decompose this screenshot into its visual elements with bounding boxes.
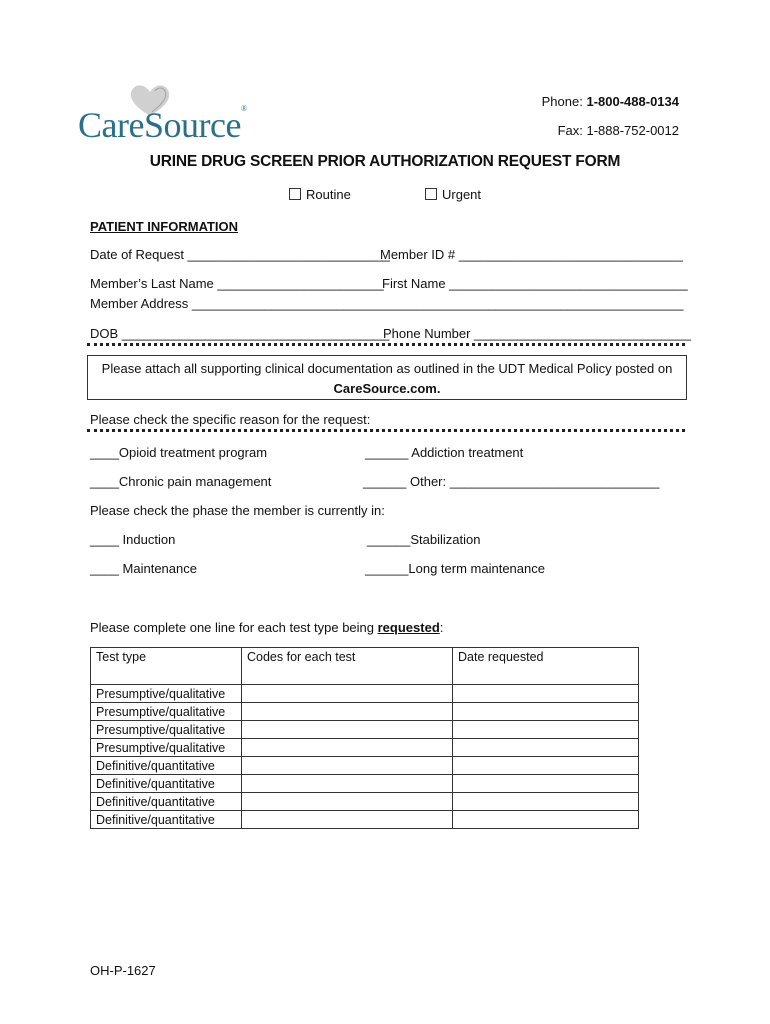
urgent-label: Urgent bbox=[442, 187, 482, 202]
logo-text: CareSource bbox=[78, 105, 241, 145]
maintenance-option[interactable]: ____ Maintenance bbox=[90, 561, 197, 576]
opioid-treatment-option[interactable]: ____Opioid treatment program bbox=[90, 445, 268, 460]
date-cell[interactable] bbox=[453, 739, 639, 757]
date-cell[interactable] bbox=[453, 811, 639, 829]
first-name-field[interactable]: First Name _________________________________ bbox=[382, 276, 688, 291]
reason-prompt: Please check the specific reason for the request: bbox=[90, 412, 371, 427]
table-row bbox=[91, 757, 639, 775]
dob-field[interactable]: DOB _____________________________________ bbox=[90, 326, 390, 341]
addiction-treatment-option[interactable]: ______ Addiction treatment bbox=[365, 445, 524, 460]
test-type-cell: Presumptive/qualitative bbox=[91, 685, 242, 703]
codes-cell[interactable] bbox=[242, 685, 453, 703]
member-id-field[interactable]: Member ID # _______________________________ bbox=[380, 247, 683, 262]
tests-prompt-text: Please complete one line for each test type being bbox=[90, 620, 378, 635]
other-reason-option[interactable]: ______ Other: _____________________________ bbox=[363, 474, 660, 489]
member-address-field[interactable]: Member Address ____________________________________________________________________ bbox=[90, 296, 684, 311]
patient-info-heading: PATIENT INFORMATION bbox=[90, 219, 239, 234]
test-request-table bbox=[90, 647, 639, 829]
dotted-divider bbox=[87, 343, 685, 346]
routine-checkbox[interactable] bbox=[289, 188, 301, 200]
induction-option[interactable]: ____ Induction bbox=[90, 532, 176, 547]
stabilization-option[interactable]: ______Stabilization bbox=[367, 532, 481, 547]
date-cell[interactable] bbox=[453, 775, 639, 793]
codes-cell[interactable] bbox=[242, 721, 453, 739]
test-type-cell: Definitive/quantitative bbox=[91, 775, 242, 793]
notice-line-2: CareSource.com. bbox=[333, 381, 441, 396]
fax-line: Fax: 1-888-752-0012 bbox=[557, 123, 679, 138]
notice-line-1: Please attach all supporting clinical documentation as outlined in the UDT Medical Policy posted on bbox=[101, 361, 673, 376]
phase-prompt: Please check the phase the member is currently in: bbox=[90, 503, 385, 518]
table-row bbox=[91, 703, 639, 721]
codes-cell[interactable] bbox=[242, 811, 453, 829]
logo-registered-mark: ® bbox=[240, 104, 247, 113]
column-header-test-type: Test type bbox=[91, 648, 242, 685]
chronic-pain-option[interactable]: ____Chronic pain management bbox=[90, 474, 272, 489]
documentation-notice bbox=[87, 355, 687, 400]
phone-number: 1-800-488-0134 bbox=[586, 94, 679, 109]
last-name-field[interactable]: Member’s Last Name _______________________ bbox=[90, 276, 384, 291]
table-row bbox=[91, 775, 639, 793]
table-row bbox=[91, 739, 639, 757]
codes-cell[interactable] bbox=[242, 793, 453, 811]
routine-option[interactable] bbox=[289, 187, 351, 202]
tests-prompt bbox=[90, 620, 443, 635]
routine-label: Routine bbox=[306, 187, 351, 202]
form-code: OH-P-1627 bbox=[90, 963, 156, 978]
table-row bbox=[91, 721, 639, 739]
urgent-option[interactable] bbox=[425, 187, 481, 202]
test-type-cell: Presumptive/qualitative bbox=[91, 739, 242, 757]
test-type-cell: Presumptive/qualitative bbox=[91, 703, 242, 721]
test-type-cell: Definitive/quantitative bbox=[91, 757, 242, 775]
table-row bbox=[91, 793, 639, 811]
codes-cell[interactable] bbox=[242, 739, 453, 757]
phone-number-field[interactable]: Phone Number ______________________________ bbox=[383, 326, 691, 341]
table-row bbox=[91, 685, 639, 703]
test-type-cell: Definitive/quantitative bbox=[91, 793, 242, 811]
codes-cell[interactable] bbox=[242, 757, 453, 775]
date-cell[interactable] bbox=[453, 703, 639, 721]
date-cell[interactable] bbox=[453, 685, 639, 703]
long-term-maintenance-option[interactable]: ______Long term maintenance bbox=[365, 561, 545, 576]
column-header-codes: Codes for each test bbox=[242, 648, 453, 685]
date-cell[interactable] bbox=[453, 793, 639, 811]
table-header-row bbox=[91, 648, 639, 685]
test-type-cell: Definitive/quantitative bbox=[91, 811, 242, 829]
test-type-cell: Presumptive/qualitative bbox=[91, 721, 242, 739]
form-title: URINE DRUG SCREEN PRIOR AUTHORIZATION REQUEST FORM bbox=[149, 153, 621, 170]
tests-prompt-colon: : bbox=[439, 620, 444, 635]
date-cell[interactable] bbox=[453, 757, 639, 775]
date-cell[interactable] bbox=[453, 721, 639, 739]
phone-line bbox=[542, 94, 679, 109]
codes-cell[interactable] bbox=[242, 703, 453, 721]
dotted-divider bbox=[87, 429, 685, 432]
tests-prompt-emphasis: requested bbox=[377, 620, 440, 635]
urgent-checkbox[interactable] bbox=[425, 188, 437, 200]
phone-label: Phone: bbox=[541, 94, 587, 109]
codes-cell[interactable] bbox=[242, 775, 453, 793]
table-row bbox=[91, 811, 639, 829]
column-header-date: Date requested bbox=[453, 648, 639, 685]
date-of-request-field[interactable]: Date of Request ____________________________ bbox=[90, 247, 390, 262]
